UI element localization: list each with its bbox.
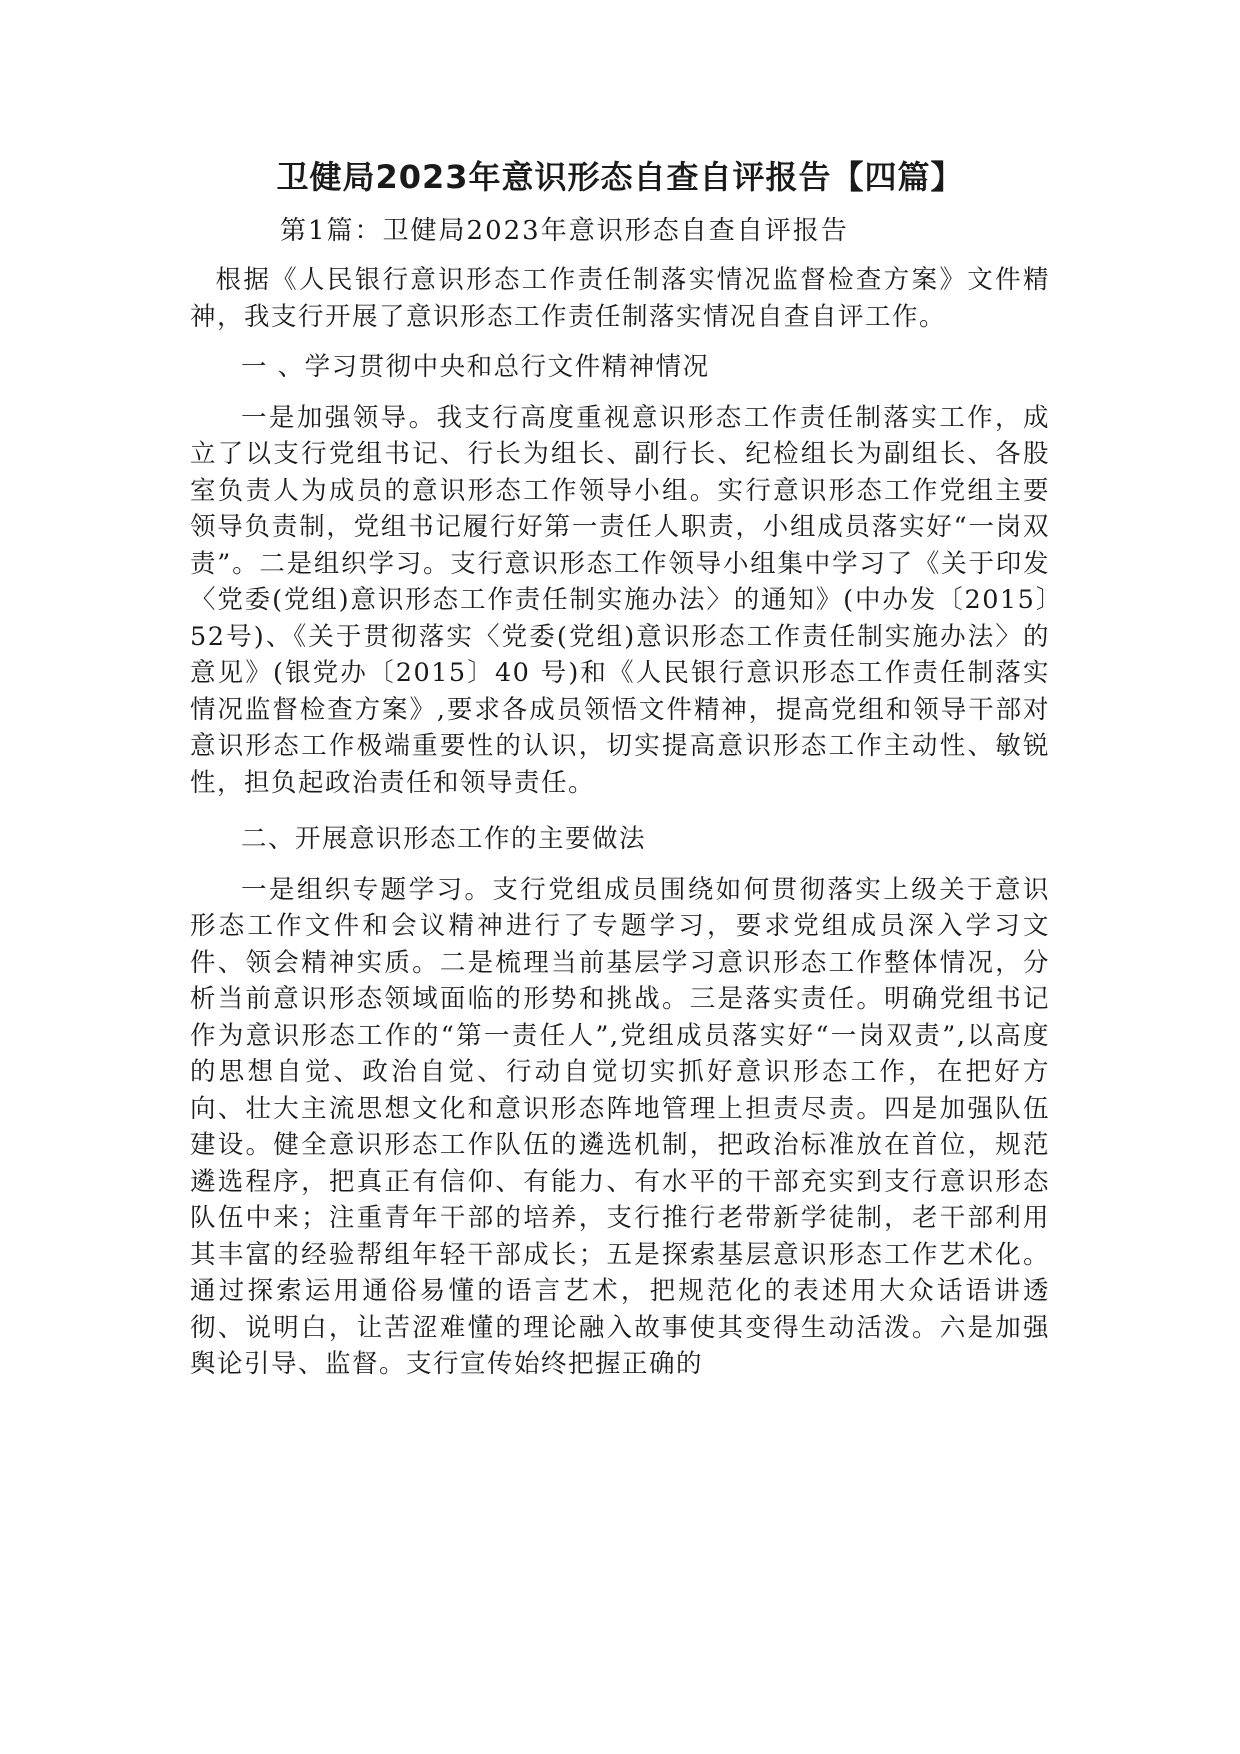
document-body <box>190 262 1050 1397</box>
section-heading-2: 二、开展意识形态工作的主要做法 <box>241 824 647 854</box>
document-subtitle: 第1篇：卫健局2023年意识形态自查自评报告 <box>280 216 849 246</box>
section-heading-1: 一 、学习贯彻中央和总行文件精神情况 <box>241 352 710 382</box>
paragraph-leadership: 一是加强领导。我支行高度重视意识形态工作责任制落实工作，成立了以支行党组书记、行长为组长、副行长、纪检组长为副组长、各股室负责人为成员的意识形态工作领导小组。实行意识形态工作党组主要领导负责制，党组书记履行好第一责任人职责，小组成员落实好“一岗双责”。二是组织学习。支行意识形态工作领导小组集中学习了《关于印发〈党委(党组)意识形态工作责任制实施办法〉的通知》(中办发〔2015〕52号)、《关于贯彻落实〈党委(党组)意识形态工作责任制实施办法〉的意见》(银党办〔2015〕40 号)和《人民银行意识形态工作责任制落实情况监督检查方案》,要求各成员领悟文件精神，提高党组和领导干部对意识形态工作极端重要性的认识，切实提高意识形态工作主动性、敏锐性，担负起政治责任和领导责任。 <box>190 402 1050 798</box>
document-title: 卫健局2023年意识形态自查自评报告【四篇】 <box>276 158 964 196</box>
paragraph-intro: 根据《人民银行意识形态工作责任制落实情况监督检查方案》文件精神，我支行开展了意识形态工作责任制落实情况自查自评工作。 <box>190 265 1050 332</box>
paragraph-practices: 一是组织专题学习。支行党组成员围绕如何贯彻落实上级关于意识形态工作文件和会议精神进行了专题学习，要求党组成员深入学习文件、领会精神实质。二是梳理当前基层学习意识形态工作整体情况，分析当前意识形态领域面临的形势和挑战。三是落实责任。明确党组书记作为意识形态工作的“第一责任人”,党组成员落实好“一岗双责”,以高度的思想自觉、政治自觉、行动自觉切实抓好意识形态工作，在把好方向、壮大主流思想文化和意识形态阵地管理上担责尽责。四是加强队伍建设。健全意识形态工作队伍的遴选机制，把政治标准放在首位，规范遴选程序，把真正有信仰、有能力、有水平的干部充实到支行意识形态队伍中来；注重青年干部的培养，支行推行老带新学徒制，老干部利用其丰富的经验帮组年轻干部成长；五是探索基层意识形态工作艺术化。通过探索运用通俗易懂的语言艺术，把规范化的表述用大众话语讲透彻、说明白，让苦涩难懂的理论融入故事使其变得生动活泼。六是加强舆论引导、监督。支行宣传始终把握正确的 <box>190 874 1050 1379</box>
